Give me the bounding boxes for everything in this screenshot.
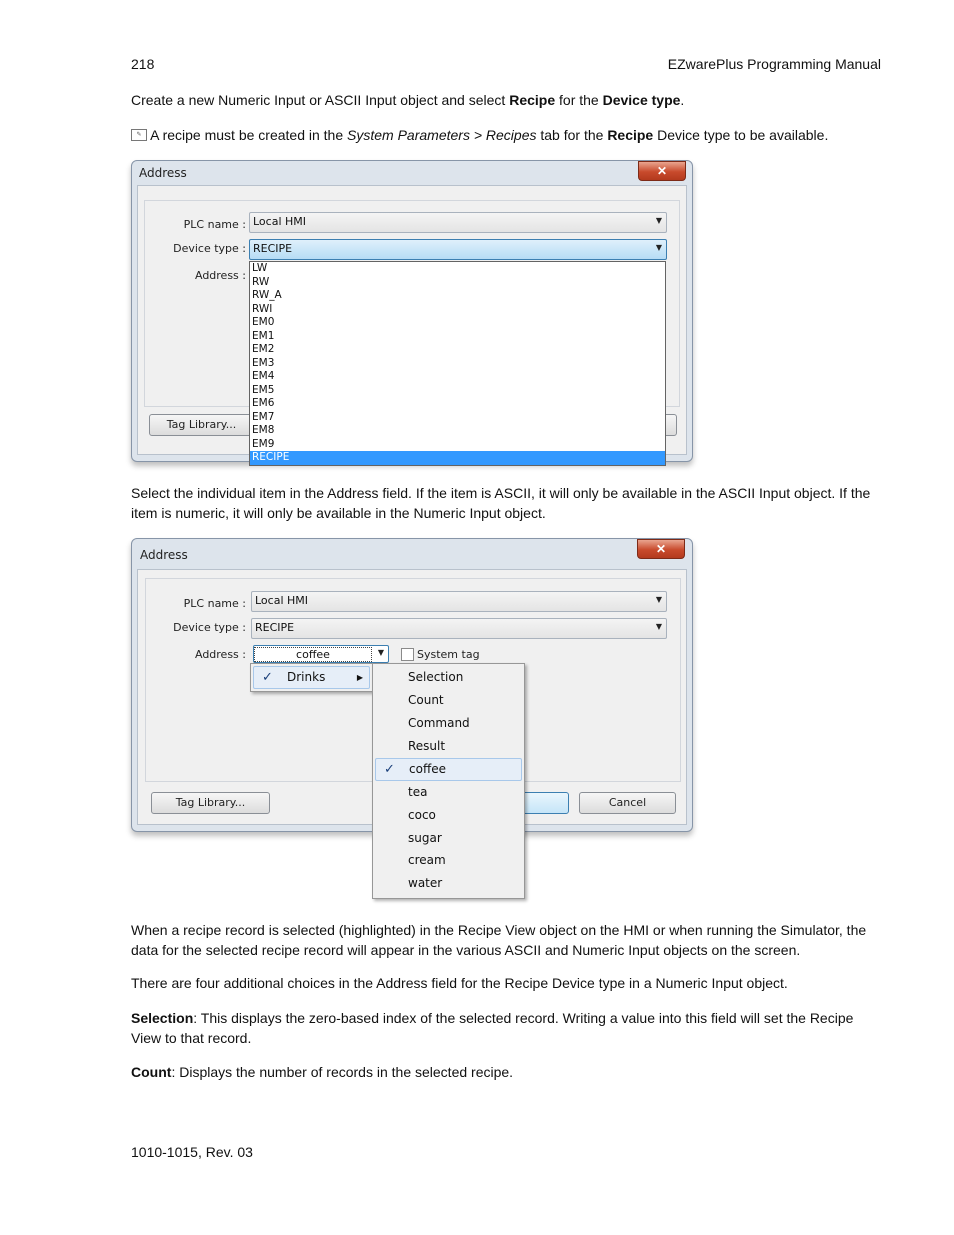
intro-bold-recipe: Recipe xyxy=(509,92,556,108)
address-label: Address : xyxy=(194,648,246,661)
submenu-item[interactable]: coco xyxy=(408,808,436,822)
chevron-down-icon: ▼ xyxy=(655,216,662,225)
plc-name-label: PLC name : xyxy=(183,597,246,610)
ok-button[interactable] xyxy=(521,792,569,814)
submenu-item[interactable]: Count xyxy=(408,693,444,707)
device-option[interactable]: EM5 xyxy=(252,383,275,396)
device-type-select[interactable] xyxy=(251,618,667,639)
chevron-down-icon: ▼ xyxy=(655,243,662,252)
device-option[interactable]: EM2 xyxy=(252,343,275,355)
menu-item-label: Drinks xyxy=(287,670,326,684)
address-select[interactable] xyxy=(253,645,389,663)
device-option[interactable]: EM1 xyxy=(252,329,275,342)
page-number: 218 xyxy=(131,56,155,72)
intro-bold-device-type: Device type xyxy=(602,92,681,108)
intro-text-3: . xyxy=(680,92,685,108)
address-dialog-1 xyxy=(131,160,693,462)
device-option[interactable]: EM4 xyxy=(252,370,275,382)
close-button[interactable]: ✕ xyxy=(638,161,686,181)
submenu-item[interactable]: sugar xyxy=(408,831,442,845)
chevron-down-icon: ▼ xyxy=(377,648,384,657)
device-type-value: RECIPE xyxy=(253,242,293,255)
intro-text-2: for the xyxy=(555,92,603,108)
submenu-item-label: coffee xyxy=(409,762,446,776)
chevron-down-icon: ▼ xyxy=(655,595,662,604)
device-option[interactable]: EM7 xyxy=(252,410,275,423)
count-term: Count xyxy=(131,1064,172,1080)
submenu-item[interactable]: water xyxy=(408,876,443,890)
device-option[interactable]: EM9 xyxy=(252,437,275,450)
device-option[interactable]: RW xyxy=(252,275,270,288)
body-paragraph-1: When a recipe record is selected (highlighted) in the Recipe View object on the HMI or when running the Simulator, the data for the selected recipe record will appear in the various ASCII and Numeric Input objects on the screen. xyxy=(131,922,867,958)
footer-doc-id: 1010-1015, Rev. 03 xyxy=(131,1144,253,1160)
device-option[interactable]: EM0 xyxy=(252,316,275,328)
plc-name-value: Local HMI xyxy=(253,215,307,228)
device-type-dropdown[interactable] xyxy=(249,261,666,466)
submenu-item[interactable]: tea xyxy=(408,785,428,799)
count-paragraph xyxy=(131,1063,871,1083)
device-option[interactable]: EM6 xyxy=(252,397,275,409)
device-type-label: Device type : xyxy=(173,621,246,634)
dialog-title: Address xyxy=(139,166,187,180)
cancel-button[interactable]: Cancel xyxy=(579,792,676,814)
note-text-1: A recipe must be created in the xyxy=(147,127,348,143)
device-option[interactable]: RW_A xyxy=(252,289,282,301)
plc-name-select[interactable] xyxy=(251,591,667,612)
address-category-menu xyxy=(250,663,373,692)
selection-term: Selection xyxy=(131,1010,194,1026)
chevron-right-icon: ▶ xyxy=(356,673,363,682)
menu-item-drinks[interactable] xyxy=(253,666,370,689)
checkmark-icon: ✓ xyxy=(262,670,273,685)
system-tag-label: System tag xyxy=(417,648,480,661)
device-type-select[interactable] xyxy=(249,239,667,260)
close-button[interactable]: ✕ xyxy=(637,539,685,559)
selection-paragraph xyxy=(131,1009,871,1048)
recipe-item-submenu xyxy=(372,663,525,899)
intro-text-1: Create a new Numeric Input or ASCII Input object and select xyxy=(131,92,510,108)
device-option[interactable]: LW xyxy=(252,262,268,274)
tag-library-button[interactable]: Tag Library... xyxy=(149,414,254,436)
device-option[interactable]: EM8 xyxy=(252,424,275,436)
chevron-down-icon: ▼ xyxy=(655,622,662,631)
note-text-3: Device type to be available. xyxy=(653,127,829,143)
dialog-title: Address xyxy=(140,548,188,562)
address-label: Address : xyxy=(194,269,246,282)
address-value: coffee xyxy=(254,647,372,662)
checkmark-icon: ✓ xyxy=(384,762,395,777)
submenu-item[interactable]: Command xyxy=(408,716,470,730)
note-icon: ✎ xyxy=(131,129,147,141)
device-type-value: RECIPE xyxy=(255,621,295,634)
address-field-paragraph: Select the individual item in the Address field. If the item is ASCII, it will only be available in the ASCII Input object. If the item is numeric, it will only be available in the Numeric Input object. xyxy=(131,485,871,521)
submenu-item[interactable]: Selection xyxy=(408,670,464,684)
selection-text: : This displays the zero-based index of the selected record. Writing a value into this field will set the Recipe View to that record. xyxy=(131,1010,854,1046)
system-tag-checkbox[interactable] xyxy=(401,648,414,661)
intro-paragraph xyxy=(131,91,871,111)
note-paragraph xyxy=(131,126,871,146)
tag-library-button[interactable]: Tag Library... xyxy=(151,792,270,814)
note-bold-recipe: Recipe xyxy=(607,127,654,143)
submenu-item[interactable]: Result xyxy=(408,739,446,753)
body-paragraph-2: There are four additional choices in the Address field for the Recipe Device type in a Numeric Input object. xyxy=(131,975,788,991)
device-type-label: Device type : xyxy=(173,242,246,255)
submenu-item-selected[interactable] xyxy=(375,758,522,781)
plc-name-label: PLC name : xyxy=(183,218,246,231)
plc-name-value: Local HMI xyxy=(255,594,309,607)
submenu-item[interactable]: cream xyxy=(408,853,446,867)
note-italic-path: System Parameters > Recipes xyxy=(347,127,537,143)
plc-name-select[interactable] xyxy=(249,212,667,233)
device-option[interactable]: RWI xyxy=(252,302,273,315)
count-text: : Displays the number of records in the selected recipe. xyxy=(171,1064,514,1080)
note-text-2: tab for the xyxy=(536,127,608,143)
device-option[interactable]: EM3 xyxy=(252,356,275,369)
device-option-selected[interactable]: RECIPE xyxy=(250,451,665,465)
manual-title: EZwarePlus Programming Manual xyxy=(667,56,881,72)
